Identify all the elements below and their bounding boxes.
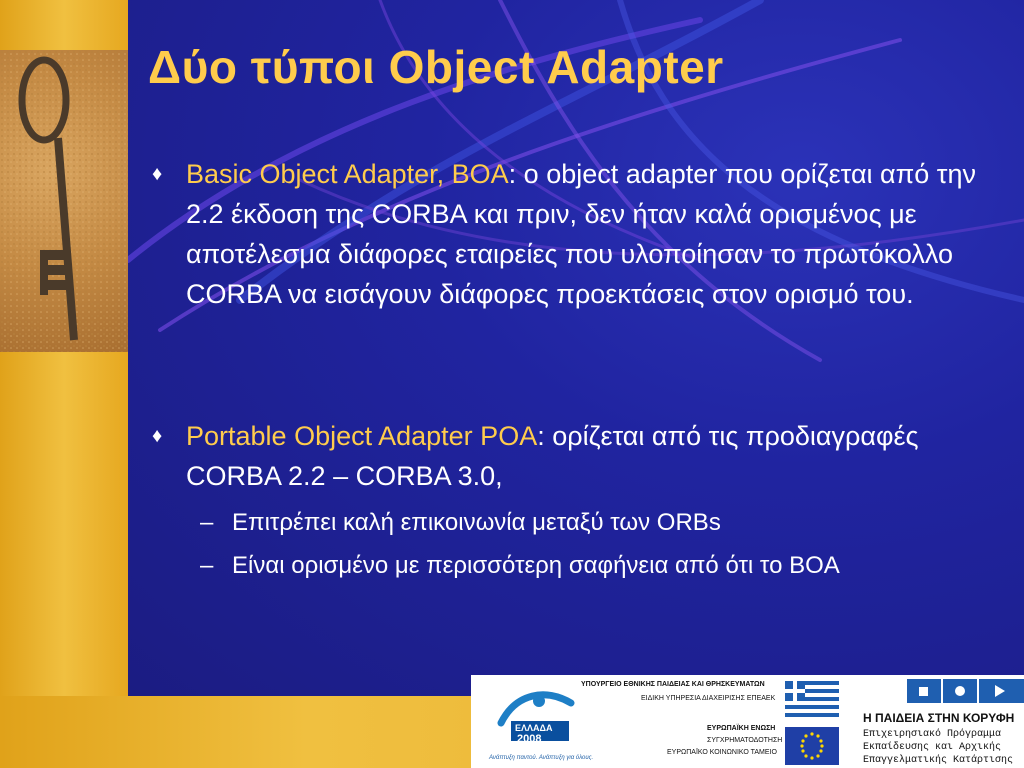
program-line1: Επιχειρησιακό Πρόγραμμα [863,729,1002,740]
bullet-body: : ο object adapter που ορίζεται από την 2.2 έκδοση της CORBA και πριν, δεν ήταν καλά ορισμένος με αποτέλεσμα διάφορες εταιρείες που υλοποίησαν το πρωτόκολλο CORBA να εισάγουν διάφορες προεκτάσεις στον ορισμό του. [186,159,976,309]
key-image [0,50,128,352]
eu-flag-icon [785,727,839,765]
slide-title: Δύο τύποι Object Adapter [148,41,724,93]
eu-line1: ΕΥΡΩΠΑΪΚΗ ΕΝΩΣΗ [707,725,776,732]
sub-bullet-text: Επιτρέπει καλή επικοινωνία μεταξύ των ORBs [232,509,721,536]
hellas-tagline: Ανάπτυξη παντού. Ανάπτυξη για όλους. [489,755,594,761]
bullet-poa [152,416,982,496]
program-logo-icon [903,677,1024,705]
eu-line2: ΣΥΓΧΡΗΜΑΤΟΔΟΤΗΣΗ [707,737,783,744]
hellas-logo-text: ΕΛΛΑΔΑ [515,723,553,733]
diamond-bullet-icon: ♦ [152,163,163,185]
hellas-year: 2008 [517,733,542,745]
dash-bullet: – [200,552,214,579]
bullet-text [186,154,982,314]
sub-bullet-text: Είναι ορισμένο με περισσότερη σαφήνεια από ότι το BOA [232,552,840,579]
program-title: Η ΠΑΙΔΕΙΑ ΣΤΗΝ ΚΟΡΥΦΗ [863,711,1015,725]
bullet-boa [152,154,982,314]
dash-bullet: – [200,509,214,536]
bullet-highlight: Basic Object Adapter, BOA [186,159,509,189]
program-line3: Επαγγελματικής Κατάρτισης [863,755,1014,766]
sub-bullet [200,505,960,541]
footer-logos [471,675,1024,768]
ministry-line2: ΕΙΔΙΚΗ ΥΠΗΡΕΣΙΑ ΔΙΑΧΕΙΡΙΣΗΣ ΕΠΕΑΕΚ [641,695,776,702]
program-line2: Εκπαίδευσης και Αρχικής [863,742,1002,753]
sub-bullet [200,548,960,584]
bullet-text [186,416,982,496]
ministry-line1: ΥΠΟΥΡΓΕΙΟ ΕΘΝΙΚΗΣ ΠΑΙΔΕΙΑΣ ΚΑΙ ΘΡΗΣΚΕΥΜΑΤΩΝ [581,681,765,688]
greek-flag-icon [785,681,839,717]
key-icon [0,50,128,352]
diamond-bullet-icon: ♦ [152,425,163,447]
eu-line3: ΕΥΡΩΠΑΪΚΟ ΚΟΙΝΩΝΙΚΟ ΤΑΜΕΙΟ [667,749,777,756]
bullet-body: : ορίζεται από τις προδιαγραφές CORBA 2.2 – CORBA 3.0, [186,421,919,491]
bullet-highlight: Portable Object Adapter POA [186,421,538,451]
